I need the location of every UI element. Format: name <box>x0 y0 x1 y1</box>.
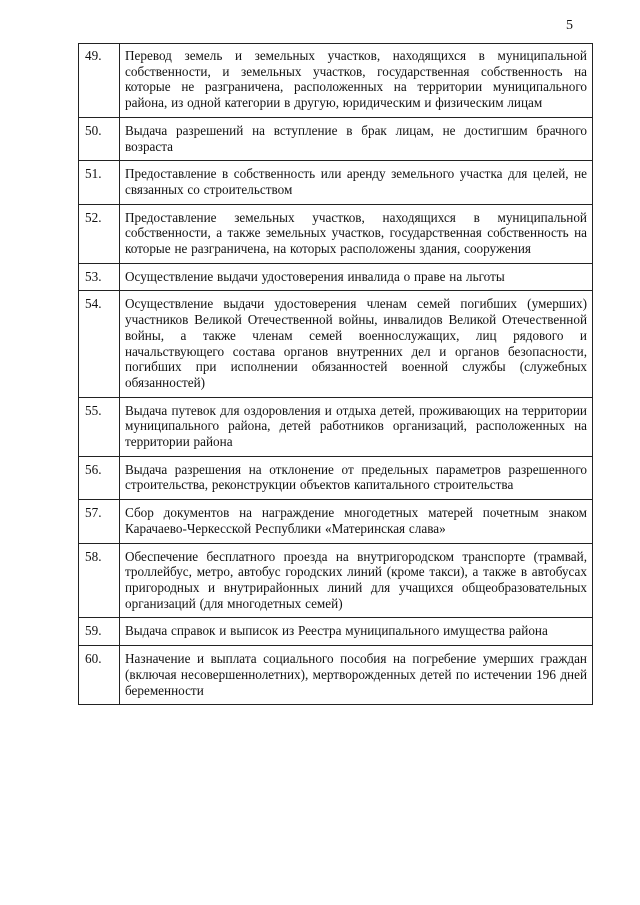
row-text: Выдача разрешений на вступление в брак лицам, не достигшим брачного возраста <box>120 117 593 160</box>
row-number: 54. <box>79 291 120 397</box>
row-number: 57. <box>79 500 120 543</box>
table-row <box>79 117 593 160</box>
table-row <box>79 500 593 543</box>
services-table <box>78 43 593 705</box>
table-row <box>79 543 593 618</box>
row-text: Перевод земель и земельных участков, находящихся в муниципальной собственности, и земельных участков, государственная собственность на которые не разграничена, расположенных на территории муниципального района, из одной категории в другую, юридическим и физическим лицам <box>120 44 593 118</box>
table-row <box>79 456 593 499</box>
row-number: 50. <box>79 117 120 160</box>
row-number: 60. <box>79 646 120 705</box>
row-text: Выдача справок и выписок из Реестра муниципального имущества района <box>120 618 593 646</box>
table-row <box>79 204 593 263</box>
row-text: Выдача разрешения на отклонение от предельных параметров разрешенного строительства, реконструкции объектов капитального строительства <box>120 456 593 499</box>
table-row <box>79 161 593 204</box>
row-text: Обеспечение бесплатного проезда на внутригородском транспорте (трамвай, троллейбус, метро, автобус городских линий (кроме такси), а также в автобусах пригородных и внутрирайонных линий для учащихся общеобразовательных организаций (для многодетных семей) <box>120 543 593 618</box>
row-number: 58. <box>79 543 120 618</box>
row-text: Осуществление выдачи удостоверения членам семей погибших (умерших) участников Великой Отечественной войны, инвалидов Великой Отечественной войны, а также членам семей военнослужащих, лиц рядового и начальствующего состава органов внутренних дел и органов безопасности, погибших при исполнении обязанностей военной службы (служебных обязанностей) <box>120 291 593 397</box>
row-number: 49. <box>79 44 120 118</box>
table-row <box>79 618 593 646</box>
row-number: 51. <box>79 161 120 204</box>
table-row <box>79 646 593 705</box>
row-number: 52. <box>79 204 120 263</box>
table-row <box>79 397 593 456</box>
row-number: 59. <box>79 618 120 646</box>
row-text: Назначение и выплата социального пособия на погребение умерших граждан (включая несовершеннолетних), мертворожденных детей по истечении 196 дней беременности <box>120 646 593 705</box>
row-text: Сбор документов на награждение многодетных матерей почетным знаком Карачаево-Черкесской Республики «Материнская слава» <box>120 500 593 543</box>
row-text: Предоставление в собственность или аренду земельного участка для целей, не связанных со строительством <box>120 161 593 204</box>
row-text: Выдача путевок для оздоровления и отдыха детей, проживающих на территории муниципального района, детей работников организаций, расположенных на территории района <box>120 397 593 456</box>
table-row <box>79 44 593 118</box>
page-number: 5 <box>566 18 573 33</box>
row-number: 56. <box>79 456 120 499</box>
row-text: Предоставление земельных участков, находящихся в муниципальной собственности, а также земельных участков, государственная собственность на которые не разграничена, на которых расположены здания, сооружения <box>120 204 593 263</box>
row-number: 55. <box>79 397 120 456</box>
row-number: 53. <box>79 263 120 291</box>
table-row <box>79 263 593 291</box>
table-row <box>79 291 593 397</box>
row-text: Осуществление выдачи удостоверения инвалида о праве на льготы <box>120 263 593 291</box>
